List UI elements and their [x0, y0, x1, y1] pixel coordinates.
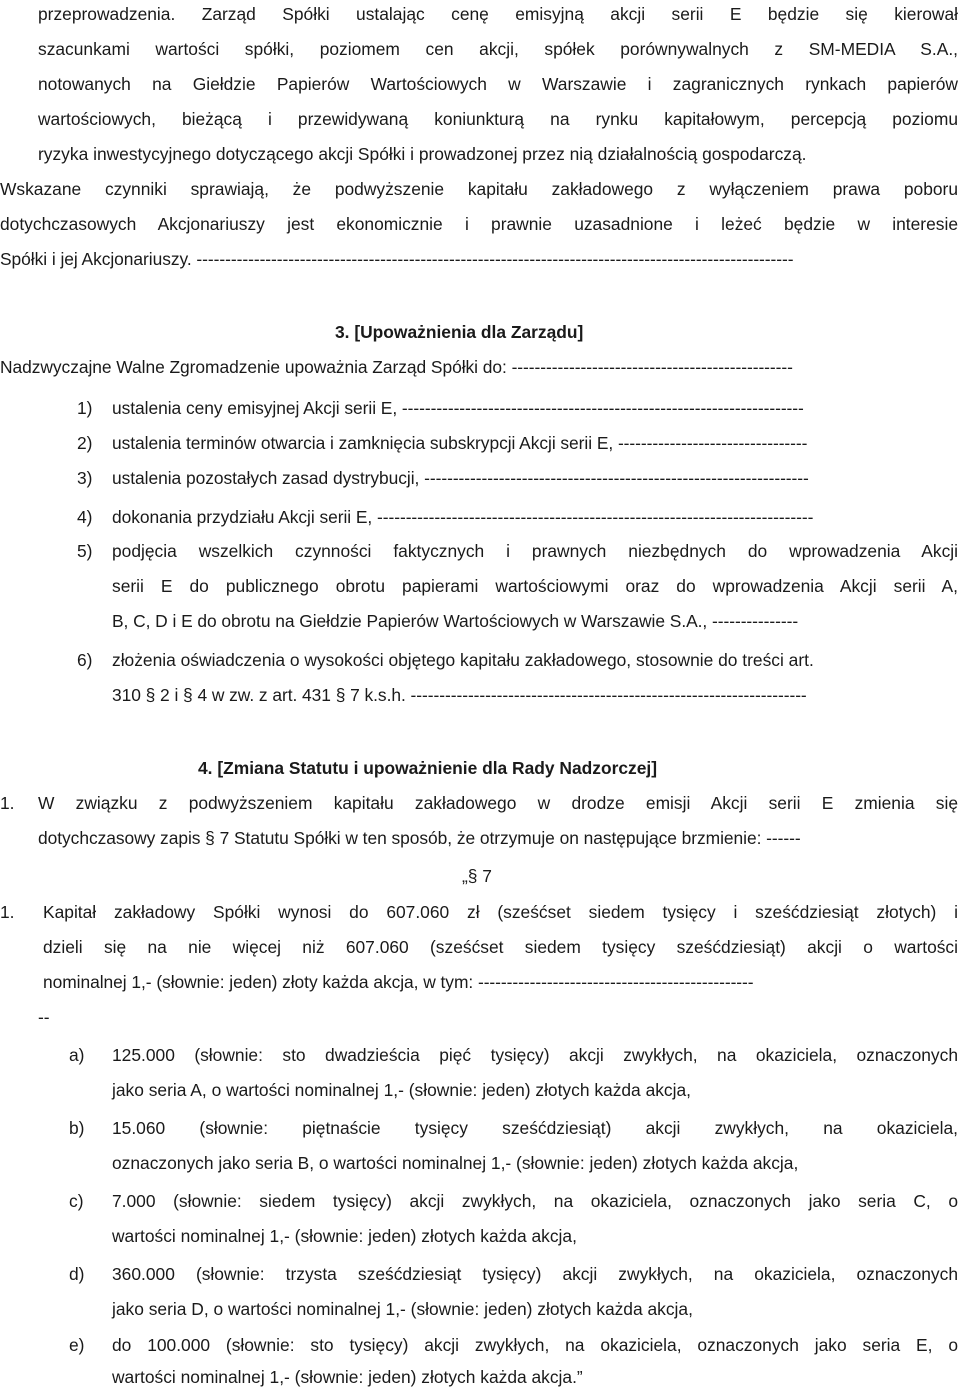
item-text: B, C, D i E do obrotu na Giełdzie Papierów Wartościowych w Warszawie S.A., --------------- [112, 611, 799, 631]
statute-paragraph-heading: „§ 7 [462, 866, 492, 886]
intro-line: szacunkami wartości spółki, poziomem cen akcji, spółek porównywalnych z SM-MEDIA S.A., [38, 39, 958, 59]
item-text: 7.000 (słownie: siedem tysięcy) akcji zwykłych, na okaziciela, oznaczonych jako seria C, o [112, 1191, 958, 1211]
item-text: oznaczonych jako seria B, o wartości nominalnej 1,- (słownie: jeden) złotych każda akcja, [112, 1153, 799, 1173]
item-letter: b) [69, 1118, 85, 1138]
item-text: ustalenia pozostałych zasad dystrybucji, ------------------------------------------------------------------- [112, 468, 809, 488]
section-3-intro: Nadzwyczajne Walne Zgromadzenie upoważnia Zarząd Spółki do: ------------------------------------------------- [0, 357, 793, 377]
item-letter: d) [69, 1264, 85, 1284]
item-text: jako seria D, o wartości nominalnej 1,- (słownie: jeden) złotych każda akcja, [112, 1299, 693, 1319]
article-number: 1. [0, 902, 15, 922]
item-text: jako seria A, o wartości nominalnej 1,- (słownie: jeden) złotych każda akcja, [112, 1080, 691, 1100]
article-text: dzieli się na nie więcej niż 607.060 (sześćset siedem tysięcy sześćdziesiąt) akcji o wartości [43, 937, 958, 957]
article-text: Kapitał zakładowy Spółki wynosi do 607.060 zł (sześćset siedem tysięcy i sześćdziesiąt złotych) i [43, 902, 958, 922]
item-text: 310 § 2 i § 4 w zw. z art. 431 § 7 k.s.h. --------------------------------------------------------------------- [112, 685, 807, 705]
item-text: ustalenia ceny emisyjnej Akcji serii E, ---------------------------------------------------------------------- [112, 398, 804, 418]
item-text: dokonania przydziału Akcji serii E, ---------------------------------------------------------------------------- [112, 507, 814, 527]
item-text: serii E do publicznego obrotu papierami wartościowymi oraz do wprowadzenia Akcji serii A, [112, 576, 958, 596]
article-text: -- [38, 1007, 50, 1027]
item-letter: c) [69, 1191, 84, 1211]
section-4-heading: 4. [Zmiana Statutu i upoważnienie dla Rady Nadzorczej] [198, 758, 657, 778]
paragraph-text: dotychczasowy zapis § 7 Statutu Spółki w ten sposób, że otrzymuje on następujące brzmienie: ------ [38, 828, 801, 848]
item-text: złożenia oświadczenia o wysokości objętego kapitału zakładowego, stosownie do treści art. [112, 650, 814, 670]
item-text: 15.060 (słownie: piętnaście tysięcy sześćdziesiąt) akcji zwykłych, na okaziciela, [112, 1118, 958, 1138]
intro-line: przeprowadzenia. Zarząd Spółki ustalając cenę emisyjną akcji serii E będzie się kierował [38, 4, 958, 24]
item-number: 2) [77, 433, 93, 453]
item-number: 6) [77, 650, 93, 670]
intro-line: notowanych na Giełdzie Papierów Wartościowych w Warszawie i zagranicznych rynkach papierów [38, 74, 958, 94]
item-number: 5) [77, 541, 93, 561]
item-text: podjęcia wszelkich czynności faktycznych i prawnych niezbędnych do wprowadzenia Akcji [112, 541, 958, 561]
item-letter: e) [69, 1335, 85, 1355]
intro-line: Wskazane czynniki sprawiają, że podwyższenie kapitału zakładowego z wyłączeniem prawa poboru [0, 179, 958, 199]
intro-line: Spółki i jej Akcjonariuszy. -------------------------------------------------------------------------------------------------------- [0, 249, 794, 269]
section-3-heading: 3. [Upoważnienia dla Zarządu] [335, 322, 584, 342]
item-text: 125.000 (słownie: sto dwadzieścia pięć tysięcy) akcji zwykłych, na okaziciela, oznaczonych [112, 1045, 958, 1065]
paragraph-text: W związku z podwyższeniem kapitału zakładowego w drodze emisji Akcji serii E zmienia się [38, 793, 958, 813]
item-text: wartości nominalnej 1,- (słownie: jeden) złotych każda akcja, [112, 1226, 577, 1246]
item-letter: a) [69, 1045, 85, 1065]
intro-line: wartościowych, bieżącą i przewidywaną koniunkturą na rynku kapitałowym, percepcją poziomu [38, 109, 958, 129]
item-number: 3) [77, 468, 93, 488]
item-number: 4) [77, 507, 93, 527]
intro-line: ryzyka inwestycyjnego dotyczącego akcji Spółki i prowadzonej przez nią działalnością gospodarczą. [38, 144, 807, 164]
item-text: ustalenia terminów otwarcia i zamknięcia subskrypcji Akcji serii E, --------------------------------- [112, 433, 808, 453]
intro-line: dotychczasowych Akcjonariuszy jest ekonomicznie i prawnie uzasadnione i leżeć będzie w interesie [0, 214, 958, 234]
item-text: wartości nominalnej 1,- (słownie: jeden) złotych każda akcja.” [112, 1367, 583, 1387]
paragraph-number: 1. [0, 793, 15, 813]
item-text: do 100.000 (słownie: sto tysięcy) akcji zwykłych, na okaziciela, oznaczonych jako seria E, o [112, 1335, 958, 1355]
item-number: 1) [77, 398, 93, 418]
item-text: 360.000 (słownie: trzysta sześćdziesiąt tysięcy) akcji zwykłych, na okaziciela, oznaczonych [112, 1264, 958, 1284]
article-text: nominalnej 1,- (słownie: jeden) złoty każda akcja, w tym: ------------------------------------------------ [43, 972, 754, 992]
